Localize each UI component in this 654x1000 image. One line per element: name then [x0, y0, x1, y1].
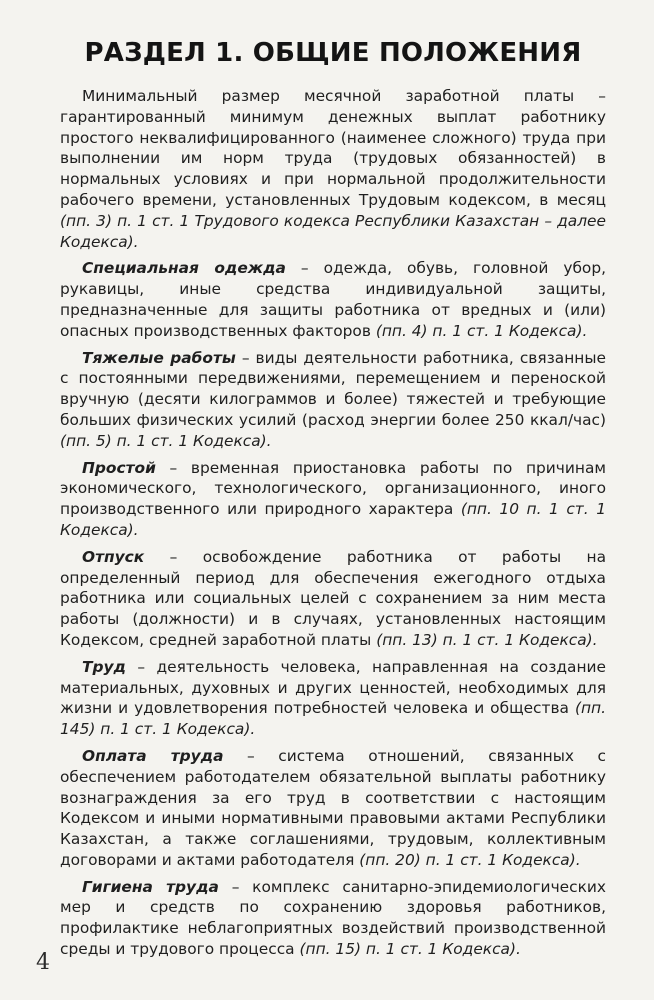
definition-paragraph — [60, 86, 606, 252]
definitions-list — [60, 86, 606, 960]
definition-text: – временная приостановка работы по причинам экономического, технологического, организационного, иного производственного или природного характера — [60, 458, 606, 519]
legal-reference: (пп. 15) п. 1 ст. 1 Кодекса). — [299, 940, 521, 959]
definition-text: Минимальный размер месячной заработной платы – гарантированный минимум денежных выплат работнику простого неквалифицированного (наименее сложного) труда при выполнении им норм труда (трудовых обязанностей) в нормальных условиях и при нормальной продолжительности рабочего времени, установленных Трудовым кодексом, в месяц — [60, 87, 606, 209]
page-number: 4 — [36, 950, 50, 975]
definition-term: Тяжелые работы — [82, 348, 236, 367]
definition-text: – комплекс санитарно-эпидемиологических мер и средств по сохранению здоровья работников, профилактике неблагоприятных воздействий производственной среды и трудового процесса — [60, 877, 606, 959]
legal-reference: (пп. 145) п. 1 ст. 1 Кодекса). — [60, 699, 606, 739]
legal-reference: (пп. 4) п. 1 ст. 1 Кодекса). — [375, 321, 588, 340]
definition-term: Труд — [82, 657, 126, 676]
definition-paragraph — [60, 348, 606, 452]
definition-text: – одежда, обувь, головной убор, рукавицы, иные средства индивидуальной защиты, предназначенные для защиты работника от вредных и (или) опасных производственных факторов — [60, 259, 607, 340]
definition-term: Специальная одежда — [82, 259, 286, 278]
definition-paragraph — [60, 458, 606, 541]
legal-reference: (пп. 20) п. 1 ст. 1 Кодекса). — [359, 850, 581, 869]
legal-reference: (пп. 5) п. 1 ст. 1 Кодекса). — [60, 431, 272, 450]
page-content — [60, 38, 606, 966]
legal-reference: (пп. 13) п. 1 ст. 1 Кодекса). — [376, 630, 598, 649]
definition-paragraph — [60, 746, 606, 871]
legal-reference: (пп. 10 п. 1 ст. 1 Кодекса). — [60, 500, 606, 539]
definition-text: – виды деятельности работника, связанные с постоянными передвижениями, перемещением и переноской вручную (десяти килограммов и более) тяжестей и требующие больших физических усилий (расход энергии более 250 ккал/час) — [60, 348, 606, 429]
definition-term: Простой — [82, 458, 156, 477]
legal-reference: (пп. 3) п. 1 ст. 1 Трудового кодекса Республики Казахстан – далее Кодекса). — [60, 211, 606, 251]
definition-text: – система отношений, связанных с обеспечением работодателем обязательной выплаты работнику вознаграждения за его труд в соответствии с настоящим Кодексом и иными нормативными правовыми актами Республики Казахстан, а также соглашениями, трудовым, коллективным договорами и актами работодателя — [60, 746, 607, 869]
definition-paragraph — [60, 877, 606, 960]
definition-text: – деятельность человека, направленная на создание материальных, духовных и других ценностей, необходимых для жизни и удовлетворения потребностей человека и общества — [60, 657, 606, 718]
definition-paragraph — [60, 547, 606, 651]
definition-term: Гигиена труда — [82, 877, 219, 896]
definition-paragraph — [60, 258, 606, 341]
definition-text: – освобождение работника от работы на определенный период для обеспечения ежегодного отдыха работника или социальных целей с сохранением за ним места работы (должности) и в случаях, установленных настоящим Кодексом, средней заработной платы — [60, 547, 606, 649]
definition-term: Отпуск — [82, 547, 145, 566]
section-title: РАЗДЕЛ 1. ОБЩИЕ ПОЛОЖЕНИЯ — [84, 38, 582, 68]
definition-term: Оплата труда — [82, 746, 224, 765]
definition-paragraph — [60, 657, 606, 740]
